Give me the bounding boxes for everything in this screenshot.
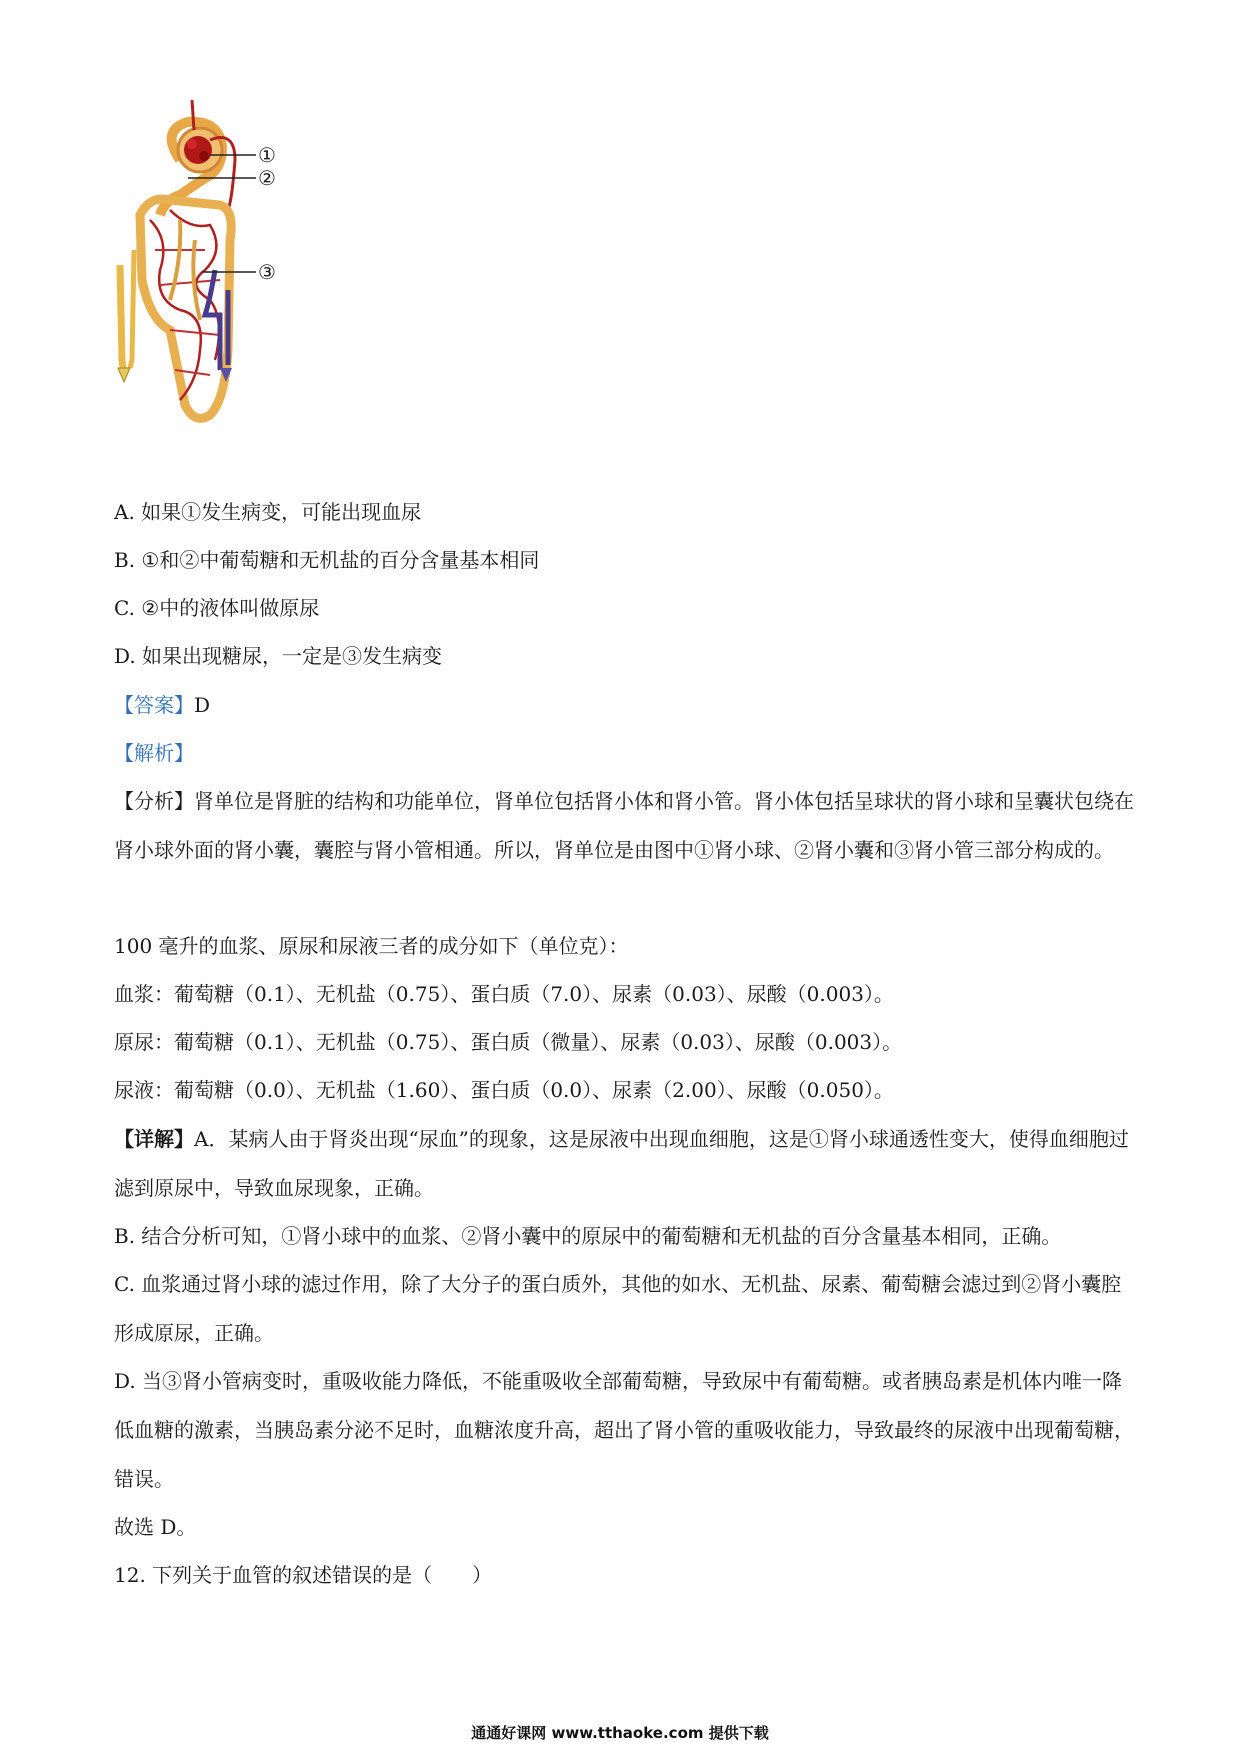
- option-d: D. 如果出现糖尿，一定是③发生病变: [114, 644, 443, 668]
- nephron-diagram: [110, 100, 330, 480]
- label-2: ②: [258, 166, 276, 190]
- analysis-tag: 【解析】: [114, 741, 194, 765]
- answer-tag: 【答案】: [114, 693, 194, 717]
- answer-line: [114, 681, 1134, 730]
- detail-d: D. 当③肾小管病变时，重吸收能力降低，不能重吸收全部葡萄糖，导致尿中有葡萄糖。或者胰岛素是机体内唯一降低血糖的激素，当胰岛素分泌不足时，血糖浓度升高，超出了肾小管的重吸收能力，导致最终的尿液中出现葡萄糖，错误。: [114, 1369, 1134, 1491]
- detail-tag: 【详解】: [114, 1127, 194, 1151]
- fenxi-tag: 【分析】: [114, 789, 194, 813]
- composition-primary-urine: 原尿：葡萄糖（0.1）、无机盐（0.75）、蛋白质（微量）、尿素（0.03）、尿酸（0.003）。: [114, 1030, 903, 1054]
- detail-c: C. 血浆通过肾小球的滤过作用，除了大分子的蛋白质外，其他的如水、无机盐、尿素、葡萄糖会滤过到②肾小囊腔形成原尿，正确。: [114, 1272, 1122, 1345]
- label-3: ③: [258, 260, 276, 284]
- option-a: A. 如果①发生病变，可能出现血尿: [114, 500, 422, 524]
- composition-intro: 100 毫升的血浆、原尿和尿液三者的成分如下（单位克）：: [114, 934, 629, 958]
- label-1: ①: [258, 143, 276, 167]
- conclusion: 故选 D。: [114, 1515, 197, 1539]
- detail-a: [114, 1115, 1134, 1213]
- footer-credit: 通通好课网 www.tthaoke.com 提供下载: [471, 1724, 769, 1742]
- composition-plasma: 血浆：葡萄糖（0.1）、无机盐（0.75）、蛋白质（7.0）、尿素（0.03）、尿酸（0.003）。: [114, 982, 894, 1006]
- answer-value: D: [194, 693, 211, 717]
- analysis-paragraph: [114, 777, 1134, 875]
- option-c: C. ②中的液体叫做原尿: [114, 596, 320, 620]
- detail-b: B. 结合分析可知，①肾小球中的血浆、②肾小囊中的原尿中的葡萄糖和无机盐的百分含量基本相同，正确。: [114, 1224, 1062, 1248]
- fenxi-text: 肾单位是肾脏的结构和功能单位，肾单位包括肾小体和肾小管。肾小体包括呈球状的肾小球和呈囊状包绕在肾小球外面的肾小囊，囊腔与肾小管相通。所以，肾单位是由图中①肾小球、②肾小囊和③肾小管三部分构成的。: [114, 789, 1134, 862]
- composition-urine: 尿液：葡萄糖（0.0）、无机盐（1.60）、蛋白质（0.0）、尿素（2.00）、尿酸（0.050）。: [114, 1078, 894, 1102]
- next-question: 12. 下列关于血管的叙述错误的是（ ）: [114, 1563, 493, 1587]
- option-b: B. ①和②中葡萄糖和无机盐的百分含量基本相同: [114, 548, 540, 572]
- detail-a-text: A．某病人由于肾炎出现“尿血”的现象，这是尿液中出现血细胞，这是①肾小球通透性变大，使得血细胞过滤到原尿中，导致血尿现象，正确。: [114, 1127, 1129, 1200]
